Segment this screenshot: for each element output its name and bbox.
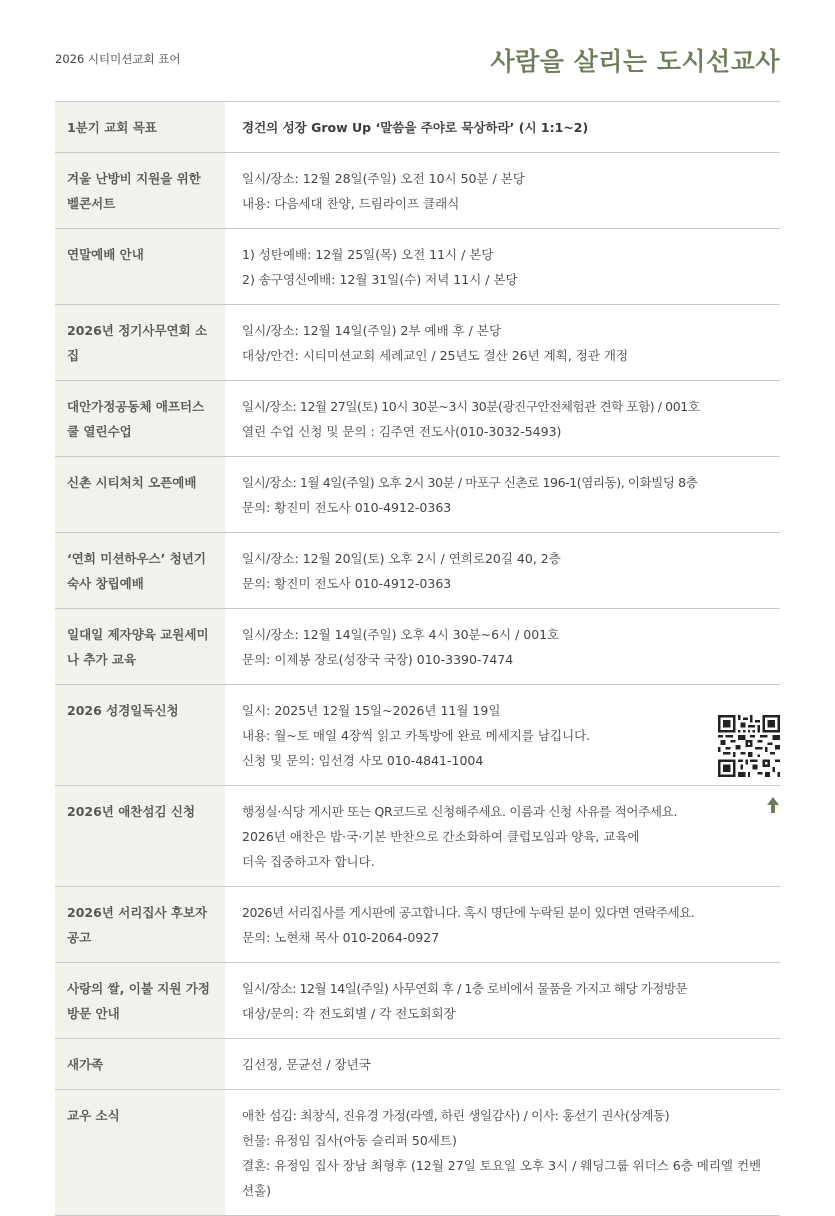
- row-meal-service: [55, 786, 780, 887]
- content-line: 2026년 애찬은 밥·국·기본 반찬으로 간소화하여 클럽모임과 양육, 교육에: [242, 829, 640, 844]
- row-content: [225, 457, 780, 532]
- row-disciple-seminar: [55, 609, 780, 685]
- row-content: [225, 963, 780, 1038]
- content-line: 문의: 황진미 전도사 010-4912-0363: [242, 576, 452, 591]
- content-line: 일시/장소: 12월 14일(주일) 사무연회 후 / 1층 로비에서 물품을 가지고 해당 가정방문: [242, 981, 688, 996]
- announcement-table: [55, 101, 780, 1216]
- row-content: [225, 685, 780, 785]
- row-rice-blanket-visit: [55, 963, 780, 1039]
- row-label: 2026년 애찬섬김 신청: [55, 786, 225, 886]
- row-label: ‘연희 미션하우스’ 청년기숙사 창립예배: [55, 533, 225, 608]
- row-content: [225, 102, 780, 152]
- qr-code-icon[interactable]: [718, 715, 780, 777]
- row-content: [225, 786, 780, 886]
- content-line: 2026년 서리집사를 게시판에 공고합니다. 혹시 명단에 누락된 분이 있다면 연락주세요.: [242, 905, 695, 920]
- row-content: [225, 609, 780, 684]
- row-label: 일대일 제자양육 교원세미나 추가 교육: [55, 609, 225, 684]
- row-content: [225, 153, 780, 228]
- row-content: [225, 1090, 780, 1215]
- content-line: 문의: 노현채 목사 010-2064-0927: [242, 930, 440, 945]
- content-line: 일시/장소: 12월 28일(주일) 오전 10시 50분 / 본당: [242, 171, 525, 186]
- content-line: 일시/장소: 12월 20일(토) 오후 2시 / 연희로20길 40, 2층: [242, 551, 561, 566]
- content-line: 2) 송구영신예배: 12월 31일(수) 저녁 11시 / 본당: [242, 272, 518, 287]
- page-header: [55, 40, 780, 90]
- content-line: 1) 성탄예배: 12월 25일(목) 오전 11시 / 본당: [242, 247, 494, 262]
- row-quarter-goal: [55, 102, 780, 153]
- content-line: 내용: 월~토 매일 4장씩 읽고 카톡방에 완료 메세지를 남깁니다.: [242, 728, 591, 743]
- content-line: 일시/장소: 12월 14일(주일) 2부 예배 후 / 본당: [242, 323, 502, 338]
- content-line: 대상/안건: 시티미션교회 세례교인 / 25년도 결산 26년 계획, 정관 개정: [242, 348, 629, 363]
- content-line: 신청 및 문의: 임선경 사모 010-4841-1004: [242, 753, 484, 768]
- content-line: 문의: 이제봉 장로(성장국 국장) 010-3390-7474: [242, 652, 514, 667]
- row-year-end-services: [55, 229, 780, 305]
- row-label: 겨울 난방비 지원을 위한 벨콘서트: [55, 153, 225, 228]
- content-line: 헌물: 유정임 집사(아동 슬리퍼 50세트): [242, 1133, 457, 1148]
- row-content: [225, 1039, 780, 1089]
- row-bible-reading: [55, 685, 780, 786]
- row-label: 교우 소식: [55, 1090, 225, 1215]
- row-label: 2026년 서리집사 후보자 공고: [55, 887, 225, 962]
- content-line: 결혼: 유정임 집사 장남 최형후 (12월 27일 토요일 오후 3시 / 웨딩그룹 위더스 6층 메리엘 컨벤션홀): [242, 1158, 762, 1198]
- row-label: 새가족: [55, 1039, 225, 1089]
- row-after-school: [55, 381, 780, 457]
- row-content: [225, 533, 780, 608]
- content-line: 대상/문의: 각 전도회별 / 각 전도회회장: [242, 1006, 456, 1021]
- content-line: 애찬 섬김: 최창식, 진유경 가정(라엘, 하린 생일감사) / 이사: 홍선기 권사(상계동): [242, 1108, 670, 1123]
- row-label: 사랑의 쌀, 이불 지원 가정방문 안내: [55, 963, 225, 1038]
- row-member-news: [55, 1090, 780, 1216]
- row-content: [225, 229, 780, 304]
- content-line: 김선정, 문균선 / 장년국: [242, 1057, 371, 1072]
- row-label: 대안가정공동체 애프터스쿨 열린수업: [55, 381, 225, 456]
- content-line: 문의: 황진미 전도사 010-4912-0363: [242, 500, 452, 515]
- row-content: [225, 887, 780, 962]
- row-new-family: [55, 1039, 780, 1090]
- content-line: 내용: 다음세대 찬양, 드림라이프 클래식: [242, 196, 460, 211]
- content-line: 일시: 2025년 12월 15일~2026년 11월 19일: [242, 703, 501, 718]
- content-line: 일시/장소: 12월 14일(주일) 오후 4시 30분~6시 / 001호: [242, 627, 560, 642]
- row-annual-conference: [55, 305, 780, 381]
- row-content: [225, 305, 780, 380]
- content-line: 행정실·식당 게시판 또는 QR코드로 신청해주세요. 이름과 신청 사유를 적어주세요.: [242, 804, 678, 819]
- row-bell-concert: [55, 153, 780, 229]
- page-title: 사람을 살리는 도시선교사: [490, 47, 780, 76]
- content-line: 일시/장소: 1월 4일(주일) 오후 2시 30분 / 마포구 신촌로 196-1(염리동), 이화빌딩 8층: [242, 475, 698, 490]
- row-content: [225, 381, 780, 456]
- content-line: 경건의 성장 Grow Up ‘말씀을 주야로 묵상하라’ (시 1:1~2): [242, 120, 589, 135]
- row-sinchon-church: [55, 457, 780, 533]
- row-mission-house: [55, 533, 780, 609]
- content-line: 일시/장소: 12월 27일(토) 10시 30분~3시 30분(광진구안전체험관 견학 포함) / 001호: [242, 399, 700, 414]
- row-label: 2026 성경일독신청: [55, 685, 225, 785]
- motto-subtitle: 2026 시티미션교회 표어: [55, 52, 181, 66]
- row-label: 신촌 시티처치 오픈예배: [55, 457, 225, 532]
- row-label: 1분기 교회 목표: [55, 102, 225, 152]
- row-label: 연말예배 안내: [55, 229, 225, 304]
- arrow-up-icon: [766, 795, 780, 815]
- content-line: 더욱 집중하고자 합니다.: [242, 854, 375, 869]
- row-label: 2026년 정기사무연회 소집: [55, 305, 225, 380]
- row-deacon-candidates: [55, 887, 780, 963]
- content-line: 열린 수업 신청 및 문의 : 김주연 전도사(010-3032-5493): [242, 424, 562, 439]
